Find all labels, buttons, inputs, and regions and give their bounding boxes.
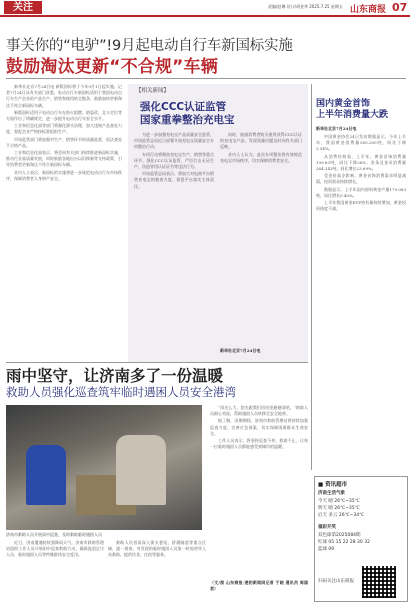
related-body-left: [134, 132, 214, 352]
paragraph: 近日，济南遭遇持续强降雨天气。济南市救助管理站组织工作人员开展雨中巡查救助行动，确保流浪乞讨人员、临时遇困人员等特殊群体安全度汛。: [6, 540, 104, 558]
paragraph: 受金价高企影响，黄金首饰消费需求明显减弱，投资需求持续增长。: [316, 173, 406, 185]
story2-subheadline: 救助人员强化巡查筑牢临时遇困人员安全港湾: [6, 385, 236, 399]
paragraph: “雨这么大，您先跟我们回站里避避雨吧。”救助人员耐心劝说，帮助遇困人员转移至安全地带。: [210, 405, 308, 417]
lottery-line: 红球 05 15 22 28 30 32: [318, 540, 370, 545]
column-divider: [311, 84, 312, 470]
paragraph: 中国黄金协会24日发布数据显示，今年上半年，我国黄金消费量505.205吨，同比下降3.54%。: [316, 134, 406, 152]
paragraph: 据了解，汛期期间，济南市救助管理站将持续加强巡查力度，完善应急预案，切实保障困难群众生命安全。: [210, 418, 308, 436]
story2-body-col1: [6, 540, 104, 600]
paragraph: 市场监管部门将加强对生产、销售环节的质量监督，依法查处不合格产品。: [6, 136, 122, 148]
paragraph: 从消费结构看，上半年，黄金首饰消费量199.83吨，同比下降26%；金条及金币消费量264.242吨，同比增长23.69%。: [316, 153, 406, 172]
story2-byline: （文/图 山东商报·速豹新闻网记者 于晓 通讯员 周国君）: [210, 580, 308, 592]
paragraph: 工作人员表示，将坚持巡查不停、救助不止，让每一位临时遇困人员都能感受到城市的温暖。: [210, 438, 308, 450]
paragraph: 工业和信息化部表示，将会同有关部门持续推进新国标实施，推动行业高质量发展，同时鼓励各地出台以旧换新等支持政策，引导消费者更新淘汰不符合新国标车辆。: [6, 150, 122, 168]
related-tag: 【相关新闻】: [136, 88, 170, 94]
related-dateline: 新华社北京7月24日电: [220, 348, 261, 353]
side-title-line: 国内黄金首饰: [316, 99, 371, 109]
paragraph: 上半年我国黄金ETF持有量持续增加，黄金投资热度不减。: [316, 200, 406, 212]
paragraph: 救助人员冒雨深入街头巷尾、桥涵隧道等重点区域，逐一排查，对发现的临时遇困人员第一时间劝导入站救助，提供饮食、住宿等服务。: [108, 540, 206, 558]
paragraph: 业内人士表示，新国标的实施将进一步规范电动自行车市场秩序，保障消费者人身财产安全。: [6, 169, 122, 181]
paragraph: 数据显示，上半年国内原料黄金产量179.083吨，同比增长0.40%。: [316, 186, 406, 198]
lottery-line: 双色球第2025084期: [318, 533, 361, 538]
related-title-line: 强化CCC认证监管: [140, 101, 227, 113]
headline-rule: [6, 78, 406, 79]
side-title: [316, 99, 388, 121]
story2-headline: 雨中坚守，让济南多了一份温暖: [6, 367, 224, 385]
photo-figure: [116, 435, 166, 505]
main-subheadline: 事关你的“电驴”!9月起电动自行车新国标实施: [6, 38, 293, 54]
weather-line: 今天 晴 26℃~35℃: [318, 499, 360, 504]
side-story-body: [316, 134, 406, 470]
story2-body-col2: [108, 540, 206, 600]
section-tag: 关注: [4, 1, 42, 14]
main-story-body: [6, 84, 122, 360]
paper-name: 山东商报: [350, 5, 387, 15]
side-dateline: 新华社北京7月24日电: [316, 126, 357, 131]
photo-caption: 济南市救助人员开展雨中巡查，及时救助临时遇困人员: [6, 532, 102, 537]
page-number: 07: [392, 1, 408, 14]
edition-meta: 责编/赵琳 设计/胡金华 2025.7.25 星期五: [268, 4, 343, 9]
weather-subtitle: 济南生活气象: [318, 491, 345, 496]
paragraph: 市场监管总局表示，将加大对电商平台销售充电宝的抽查力度，督促平台落实主体责任。: [134, 171, 214, 189]
scan-text: 扫码关注山东商报: [318, 579, 354, 584]
paragraph: 同时，鼓励消费者购买使用获得CCC认证的充电宝产品，发现质量问题及时向有关部门反映。: [220, 132, 302, 150]
weather-line: 后天 多云 26℃~34℃: [318, 513, 365, 518]
masthead-bar: [0, 0, 410, 17]
weather-line: 明天 晴 26℃~35℃: [318, 506, 360, 511]
related-body-right: [220, 132, 302, 344]
main-headline: 鼓励淘汰更新“不合规”车辆: [6, 57, 218, 77]
paragraph: 业内人士认为，此次专项整治将有效规范充电宝市场秩序，切实保障消费者安全。: [220, 151, 302, 163]
qr-code-icon[interactable]: [362, 566, 396, 598]
paragraph: 专项行动将聚焦充电宝生产、销售等重点环节，强化CCC认证监管，严厉打击无证生产、伪造冒用认证证书等违法行为。: [134, 151, 214, 170]
paragraph: 为进一步加强充电宝产品质量安全监管，市场监管总局近日部署开展充电宝质量安全专项整治行动。: [134, 132, 214, 150]
related-title-line: 国家重拳整治充电宝: [140, 114, 235, 126]
rescue-photo: [6, 405, 202, 530]
photo-figure: [26, 445, 66, 505]
paragraph: 新华社北京7月24日电 新版国标将于今年9月1日起实施。记者7月24日从有关部门获悉，电动自行车新国标适用于我国电动自行车生产企业的产品生产、销售和使用的全链条，鼓励加快更新淘汰不符合新国标车辆。: [6, 84, 122, 108]
info-title: ■ 资讯超市: [318, 482, 348, 488]
related-title: [140, 101, 235, 127]
story-rule: [6, 362, 308, 363]
lottery-title: 福彩开奖: [318, 525, 336, 530]
story2-body-col3: [210, 405, 308, 575]
paragraph: 新版国标适用于电动自行车在防火阻燃、防篡改、北斗定位等方面作出了明确规定，进一步提升电动自行车安全水平。: [6, 109, 122, 122]
paragraph: 工业和信息化部等部门将强化源头治理，加大违规产品查处力度，督促企业严格按标准组织生产。: [6, 123, 122, 135]
side-title-line: 上半年消费量大跌: [316, 110, 389, 120]
lottery-line: 蓝球 09: [318, 547, 335, 552]
